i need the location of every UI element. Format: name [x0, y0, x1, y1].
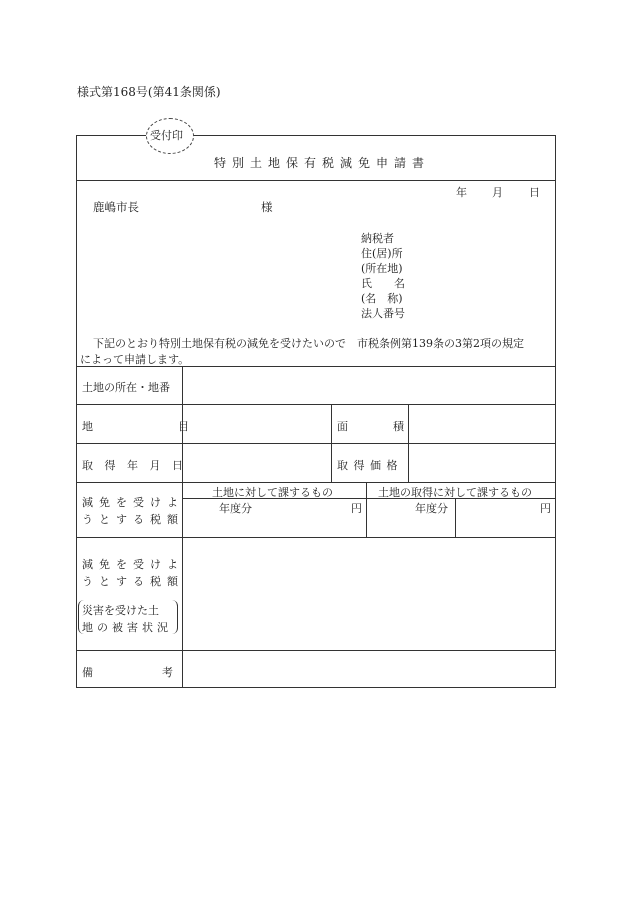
form-number: 様式第168号(第41条関係) [77, 85, 221, 99]
remarks-label: 備 考 [82, 666, 178, 679]
row-divider [76, 482, 556, 483]
disaster-label-3: 災害を受けた土 [82, 604, 159, 617]
name-alt-label: (名 称) [361, 292, 403, 305]
row-divider [76, 650, 556, 651]
land-tax-header: 土地に対して課するもの [212, 486, 333, 499]
row-divider [76, 404, 556, 405]
disaster-label-2: うとする税額 [82, 575, 184, 588]
disaster-label-1: 減免を受けよ [82, 558, 184, 571]
row-divider [76, 537, 556, 538]
acquisition-price-label: 取 得 価 格 [337, 459, 399, 472]
address-label: 住(居)所 [361, 247, 403, 260]
addressee-honorific: 様 [261, 200, 273, 214]
receipt-stamp-label: 受付印 [150, 129, 183, 142]
form-title: 特別土地保有税減免申請書 [214, 156, 431, 170]
label-column-divider [182, 366, 183, 688]
date-year: 年 [456, 186, 467, 199]
corp-number-label: 法人番号 [361, 307, 405, 320]
column-divider [455, 498, 456, 537]
column-divider [408, 404, 409, 482]
taxpayer-label: 納税者 [361, 232, 394, 245]
title-divider [76, 180, 556, 181]
statement-line-2: によって申請します。 [80, 353, 190, 366]
land-location-label: 土地の所在・地番 [82, 381, 170, 394]
acquisition-tax-header: 土地の取得に対して課するもの [378, 486, 532, 499]
column-divider [366, 482, 367, 537]
yen-label-2: 円 [540, 502, 551, 515]
area-label: 面 積 [337, 420, 407, 433]
statement-line-1: 下記のとおり特別土地保有税の減免を受けたいので 市税条例第139条の3第2項の規定 [93, 337, 524, 350]
location-label: (所在地) [361, 262, 403, 275]
addressee-name: 鹿嶋市長 [93, 200, 139, 214]
row-divider [76, 443, 556, 444]
column-divider [331, 404, 332, 482]
fiscal-year-label-2: 年度分 [415, 502, 448, 515]
disaster-label-4: 地の被害状況 [82, 621, 172, 634]
row-divider [76, 366, 556, 367]
yen-label-1: 円 [351, 502, 362, 515]
land-category-label: 地 目 [82, 420, 194, 433]
fiscal-year-label-1: 年度分 [219, 502, 252, 515]
date-month: 月 [492, 186, 503, 199]
reduction-amount-label-2: うとする税額 [82, 513, 184, 526]
date-day: 日 [529, 186, 540, 199]
name-label: 氏 名 [361, 277, 405, 290]
reduction-amount-label-1: 減免を受けよ [82, 496, 184, 509]
acquisition-date-label: 取 得 年 月 日 [82, 459, 187, 472]
